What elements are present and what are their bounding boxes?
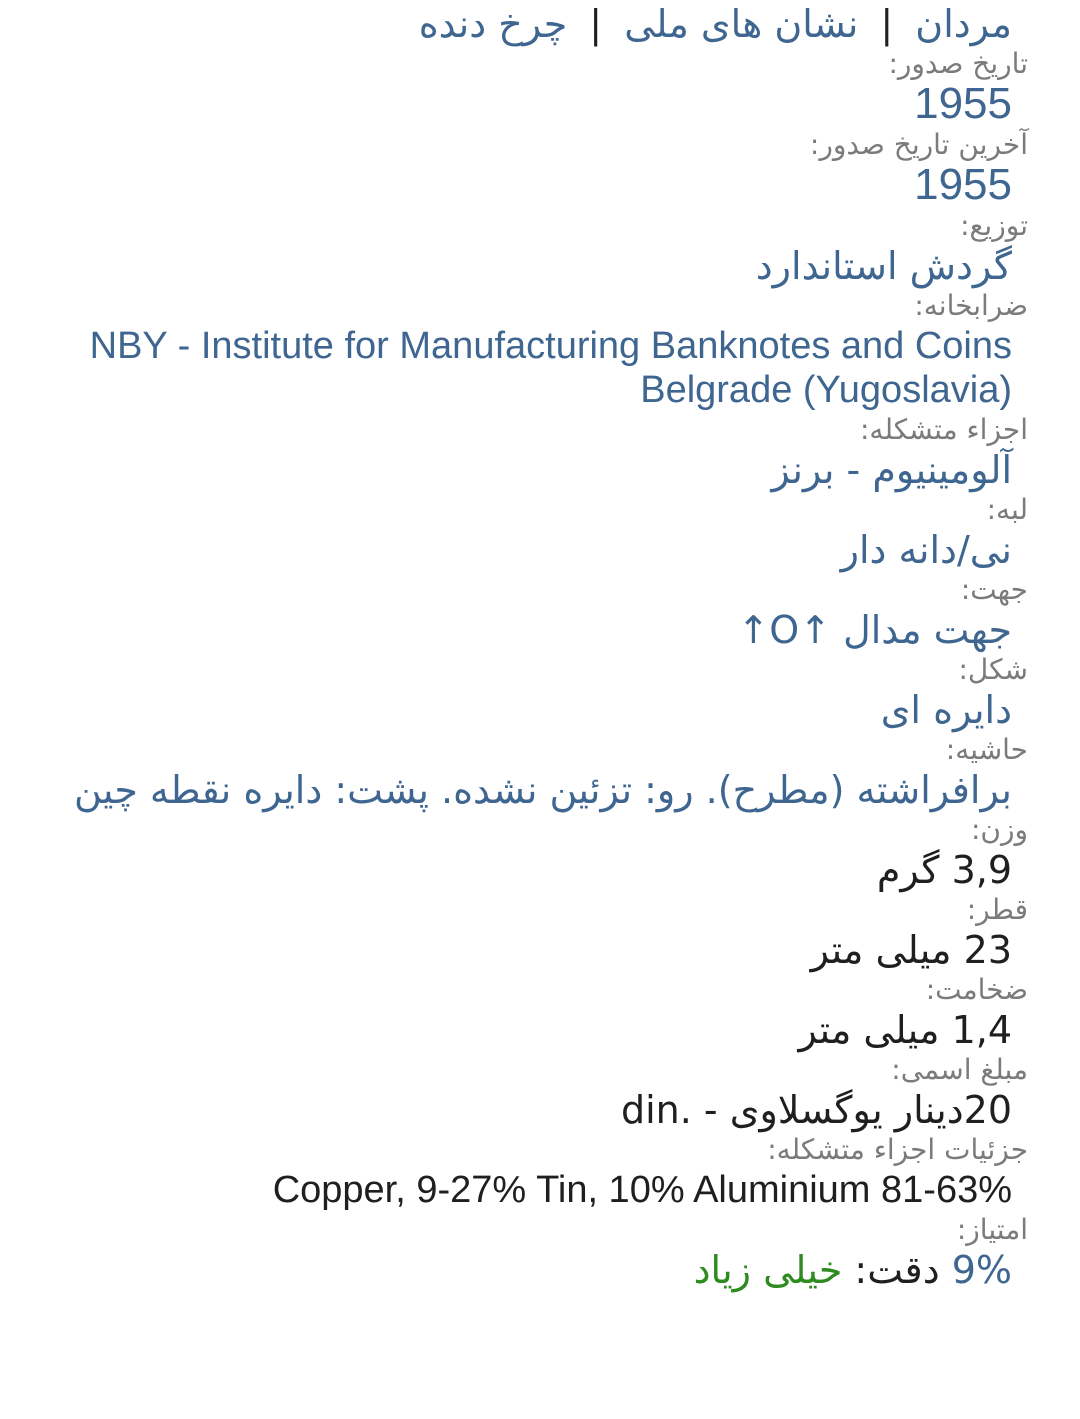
distribution-link[interactable]: گردش استاندارد bbox=[755, 244, 1012, 288]
subject-link-national-emblems[interactable]: نشان های ملی bbox=[624, 2, 859, 46]
border-link[interactable]: برافراشته (مطرح). رو: تزئین نشده. پشت: دایره نقطه چین bbox=[73, 768, 1012, 812]
weight-value bbox=[0, 848, 1080, 892]
thickness-value bbox=[0, 1008, 1080, 1052]
diameter-value bbox=[0, 928, 1080, 972]
accuracy-label: دقت: bbox=[854, 1248, 940, 1292]
edge-label: لبه: bbox=[986, 493, 1028, 526]
subject-link-cogwheel[interactable]: چرخ دنده bbox=[418, 2, 568, 46]
subject-separator: | bbox=[589, 2, 603, 46]
field-border bbox=[0, 732, 1080, 812]
field-composition bbox=[0, 412, 1080, 492]
field-mint bbox=[0, 288, 1080, 412]
subject-separator: | bbox=[880, 2, 894, 46]
field-denomination bbox=[0, 1052, 1080, 1132]
denomination-label: مبلغ اسمی: bbox=[891, 1053, 1028, 1086]
weight-unit: گرم bbox=[876, 848, 940, 892]
field-distribution bbox=[0, 208, 1080, 288]
edge-link[interactable]: نی/دانه دار bbox=[840, 528, 1012, 572]
shape-label: شکل: bbox=[958, 653, 1028, 686]
field-weight bbox=[0, 812, 1080, 892]
composition-value-row bbox=[0, 448, 1080, 492]
subject-values bbox=[0, 2, 1080, 46]
rating-percent: 9% bbox=[951, 1248, 1012, 1292]
last-issue-date-value-row bbox=[0, 160, 1080, 209]
field-edge bbox=[0, 492, 1080, 572]
field-rating bbox=[0, 1212, 1080, 1292]
accuracy-value: خیلی زیاد bbox=[693, 1248, 843, 1292]
thickness-number: 1,4 bbox=[951, 1008, 1012, 1052]
shape-link[interactable]: دایره ای bbox=[880, 688, 1012, 732]
weight-label: وزن: bbox=[970, 813, 1028, 846]
diameter-label: قطر: bbox=[966, 893, 1028, 926]
thickness-unit: میلی متر bbox=[798, 1008, 940, 1052]
border-label: حاشیه: bbox=[945, 733, 1028, 766]
diameter-unit: میلی متر bbox=[810, 928, 952, 972]
composition-link[interactable]: آلومینیوم - برنز bbox=[771, 448, 1012, 492]
thickness-label: ضخامت: bbox=[925, 973, 1028, 1006]
diameter-number: 23 bbox=[963, 928, 1012, 972]
border-value-row bbox=[0, 768, 1080, 812]
field-subject bbox=[0, 0, 1080, 46]
edge-value-row bbox=[0, 528, 1080, 572]
composition-details-label: جزئیات اجزاء متشکله: bbox=[767, 1133, 1028, 1166]
denomination-value: 20دینار یوگسلاوی - .din bbox=[620, 1088, 1012, 1132]
mint-value-row bbox=[0, 324, 1080, 412]
field-thickness bbox=[0, 972, 1080, 1052]
last-issue-date-link[interactable]: 1955 bbox=[914, 160, 1012, 209]
field-issue-date bbox=[0, 46, 1080, 127]
distribution-value-row bbox=[0, 244, 1080, 288]
last-issue-date-label: آخرین تاریخ صدور: bbox=[809, 128, 1028, 161]
orientation-label: جهت: bbox=[960, 573, 1028, 606]
rating-value bbox=[0, 1248, 1080, 1292]
orientation-value-row bbox=[0, 608, 1080, 652]
issue-date-link[interactable]: 1955 bbox=[914, 79, 1012, 128]
composition-details-value: Copper, 9-27% Tin, 10% Aluminium 81-63% bbox=[272, 1169, 1012, 1211]
mint-link[interactable]: NBY - Institute for Manufacturing Banknotes and Coins Belgrade (Yugoslavia) bbox=[89, 325, 1012, 411]
shape-value-row bbox=[0, 688, 1080, 732]
field-shape bbox=[0, 652, 1080, 732]
issue-date-value-row bbox=[0, 79, 1080, 128]
distribution-label: توزیع: bbox=[960, 209, 1028, 242]
orientation-link[interactable]: جهت مدال ↑O↑ bbox=[737, 608, 1012, 652]
field-orientation bbox=[0, 572, 1080, 652]
mint-label: ضرابخانه: bbox=[914, 289, 1028, 322]
weight-number: 3,9 bbox=[951, 848, 1012, 892]
field-composition-details bbox=[0, 1132, 1080, 1212]
issue-date-label: تاریخ صدور: bbox=[888, 47, 1028, 80]
field-last-issue-date bbox=[0, 127, 1080, 208]
composition-label: اجزاء متشکله: bbox=[860, 413, 1028, 446]
rating-label: امتیاز: bbox=[956, 1213, 1028, 1246]
subject-link-men[interactable]: مردان bbox=[915, 2, 1012, 46]
field-diameter bbox=[0, 892, 1080, 972]
